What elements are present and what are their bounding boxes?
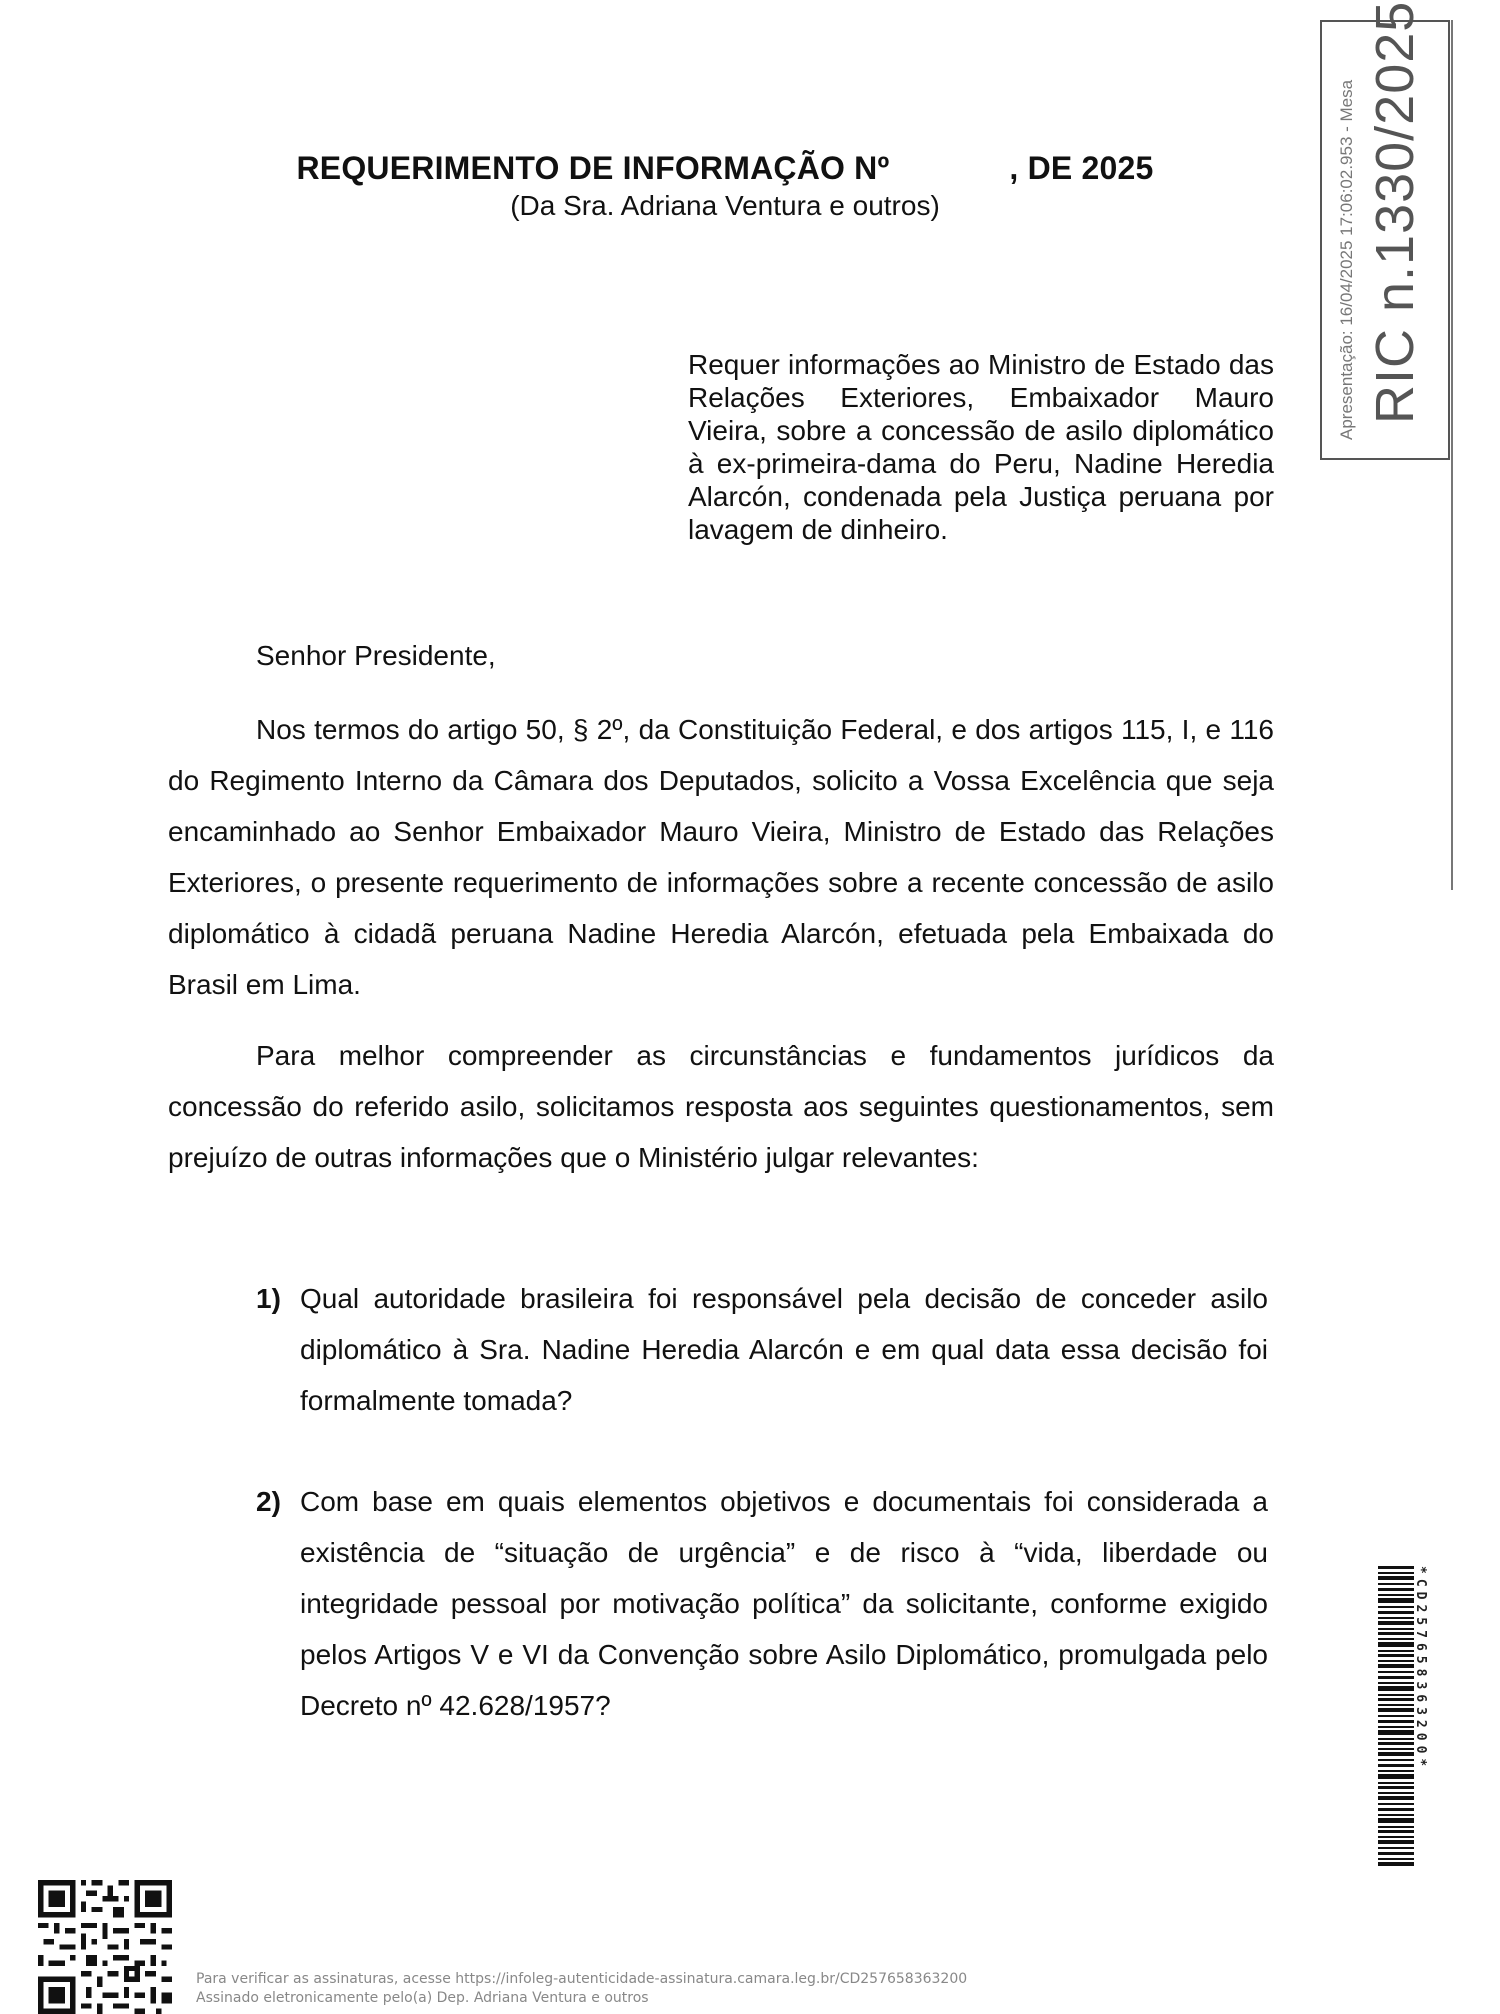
footer-signed: Assinado eletronicamente pelo(a) Dep. Adriana Ventura e outros: [196, 1990, 649, 2006]
salutation: Senhor Presidente,: [256, 640, 496, 671]
document-subtitle: (Da Sra. Adriana Ventura e outros): [510, 190, 940, 221]
stamp-divider-line: [1451, 20, 1453, 890]
ementa: Requer informações ao Ministro de Estado das Relações Exteriores, Embaixador Mauro Vieira, sobre a concessão de asilo diplomático à ex-primeira-dama do Peru, Nadine Heredia Alarcón, condenada pela Justiça peruana por lavagem de dinheiro.: [688, 349, 1274, 545]
question-text: Qual autoridade brasileira foi responsável pela decisão de conceder asilo diplomático à Sra. Nadine Heredia Alarcón e em qual data essa decisão foi formalmente tomada?: [300, 1283, 1268, 1416]
stamp-presentation-date: Apresentação: 16/04/2025 17:06:02.953 - Mesa: [1337, 79, 1356, 440]
title-right: , DE 2025: [1009, 150, 1154, 186]
paragraph-1: Nos termos do artigo 50, § 2º, da Constituição Federal, e dos artigos 115, I, e 116 do Regimento Interno da Câmara dos Deputados, solicito a Vossa Excelência que seja encaminhado ao Senhor Embaixador Mauro Vieira, Ministro de Estado das Relações Exteriores, o presente requerimento de informações sobre a recente concessão de asilo diplomático à cidadã peruana Nadine Heredia Alarcón, efetuada pela Embaixada do Brasil em Lima.: [168, 714, 1274, 1000]
question-number: 2): [256, 1486, 281, 1517]
question-number: 1): [256, 1283, 281, 1314]
question-text: Com base em quais elementos objetivos e documentais foi considerada a existência de “situação de urgência” e de risco à “vida, liberdade ou integridade pessoal por motivação política” da solicitante, conforme exigido pelos Artigos V e VI da Convenção sobre Asilo Diplomático, promulgada pelo Decreto nº 42.628/1957?: [300, 1486, 1268, 1721]
question-1: [256, 1273, 1268, 1426]
question-2: [256, 1476, 1268, 1731]
title-left: REQUERIMENTO DE INFORMAÇÃO Nº: [296, 150, 890, 186]
stamp-ric-number: RIC n.1330/2025: [1365, 0, 1425, 424]
qr-code: [38, 1880, 172, 2014]
barcode-text: *CD257658363200*: [1413, 1566, 1428, 1772]
footer-verify-link[interactable]: Para verificar as assinaturas, acesse https://infoleg-autenticidade-assinatura.camara.leg.br/CD257658363200: [196, 1971, 968, 1987]
barcode: [1378, 1566, 1414, 1866]
document-title: [160, 150, 1290, 187]
paragraph-2: Para melhor compreender as circunstâncias e fundamentos jurídicos da concessão do referido asilo, solicitamos resposta aos seguintes questionamentos, sem prejuízo de outras informações que o Ministério julgar relevantes:: [168, 1040, 1274, 1173]
